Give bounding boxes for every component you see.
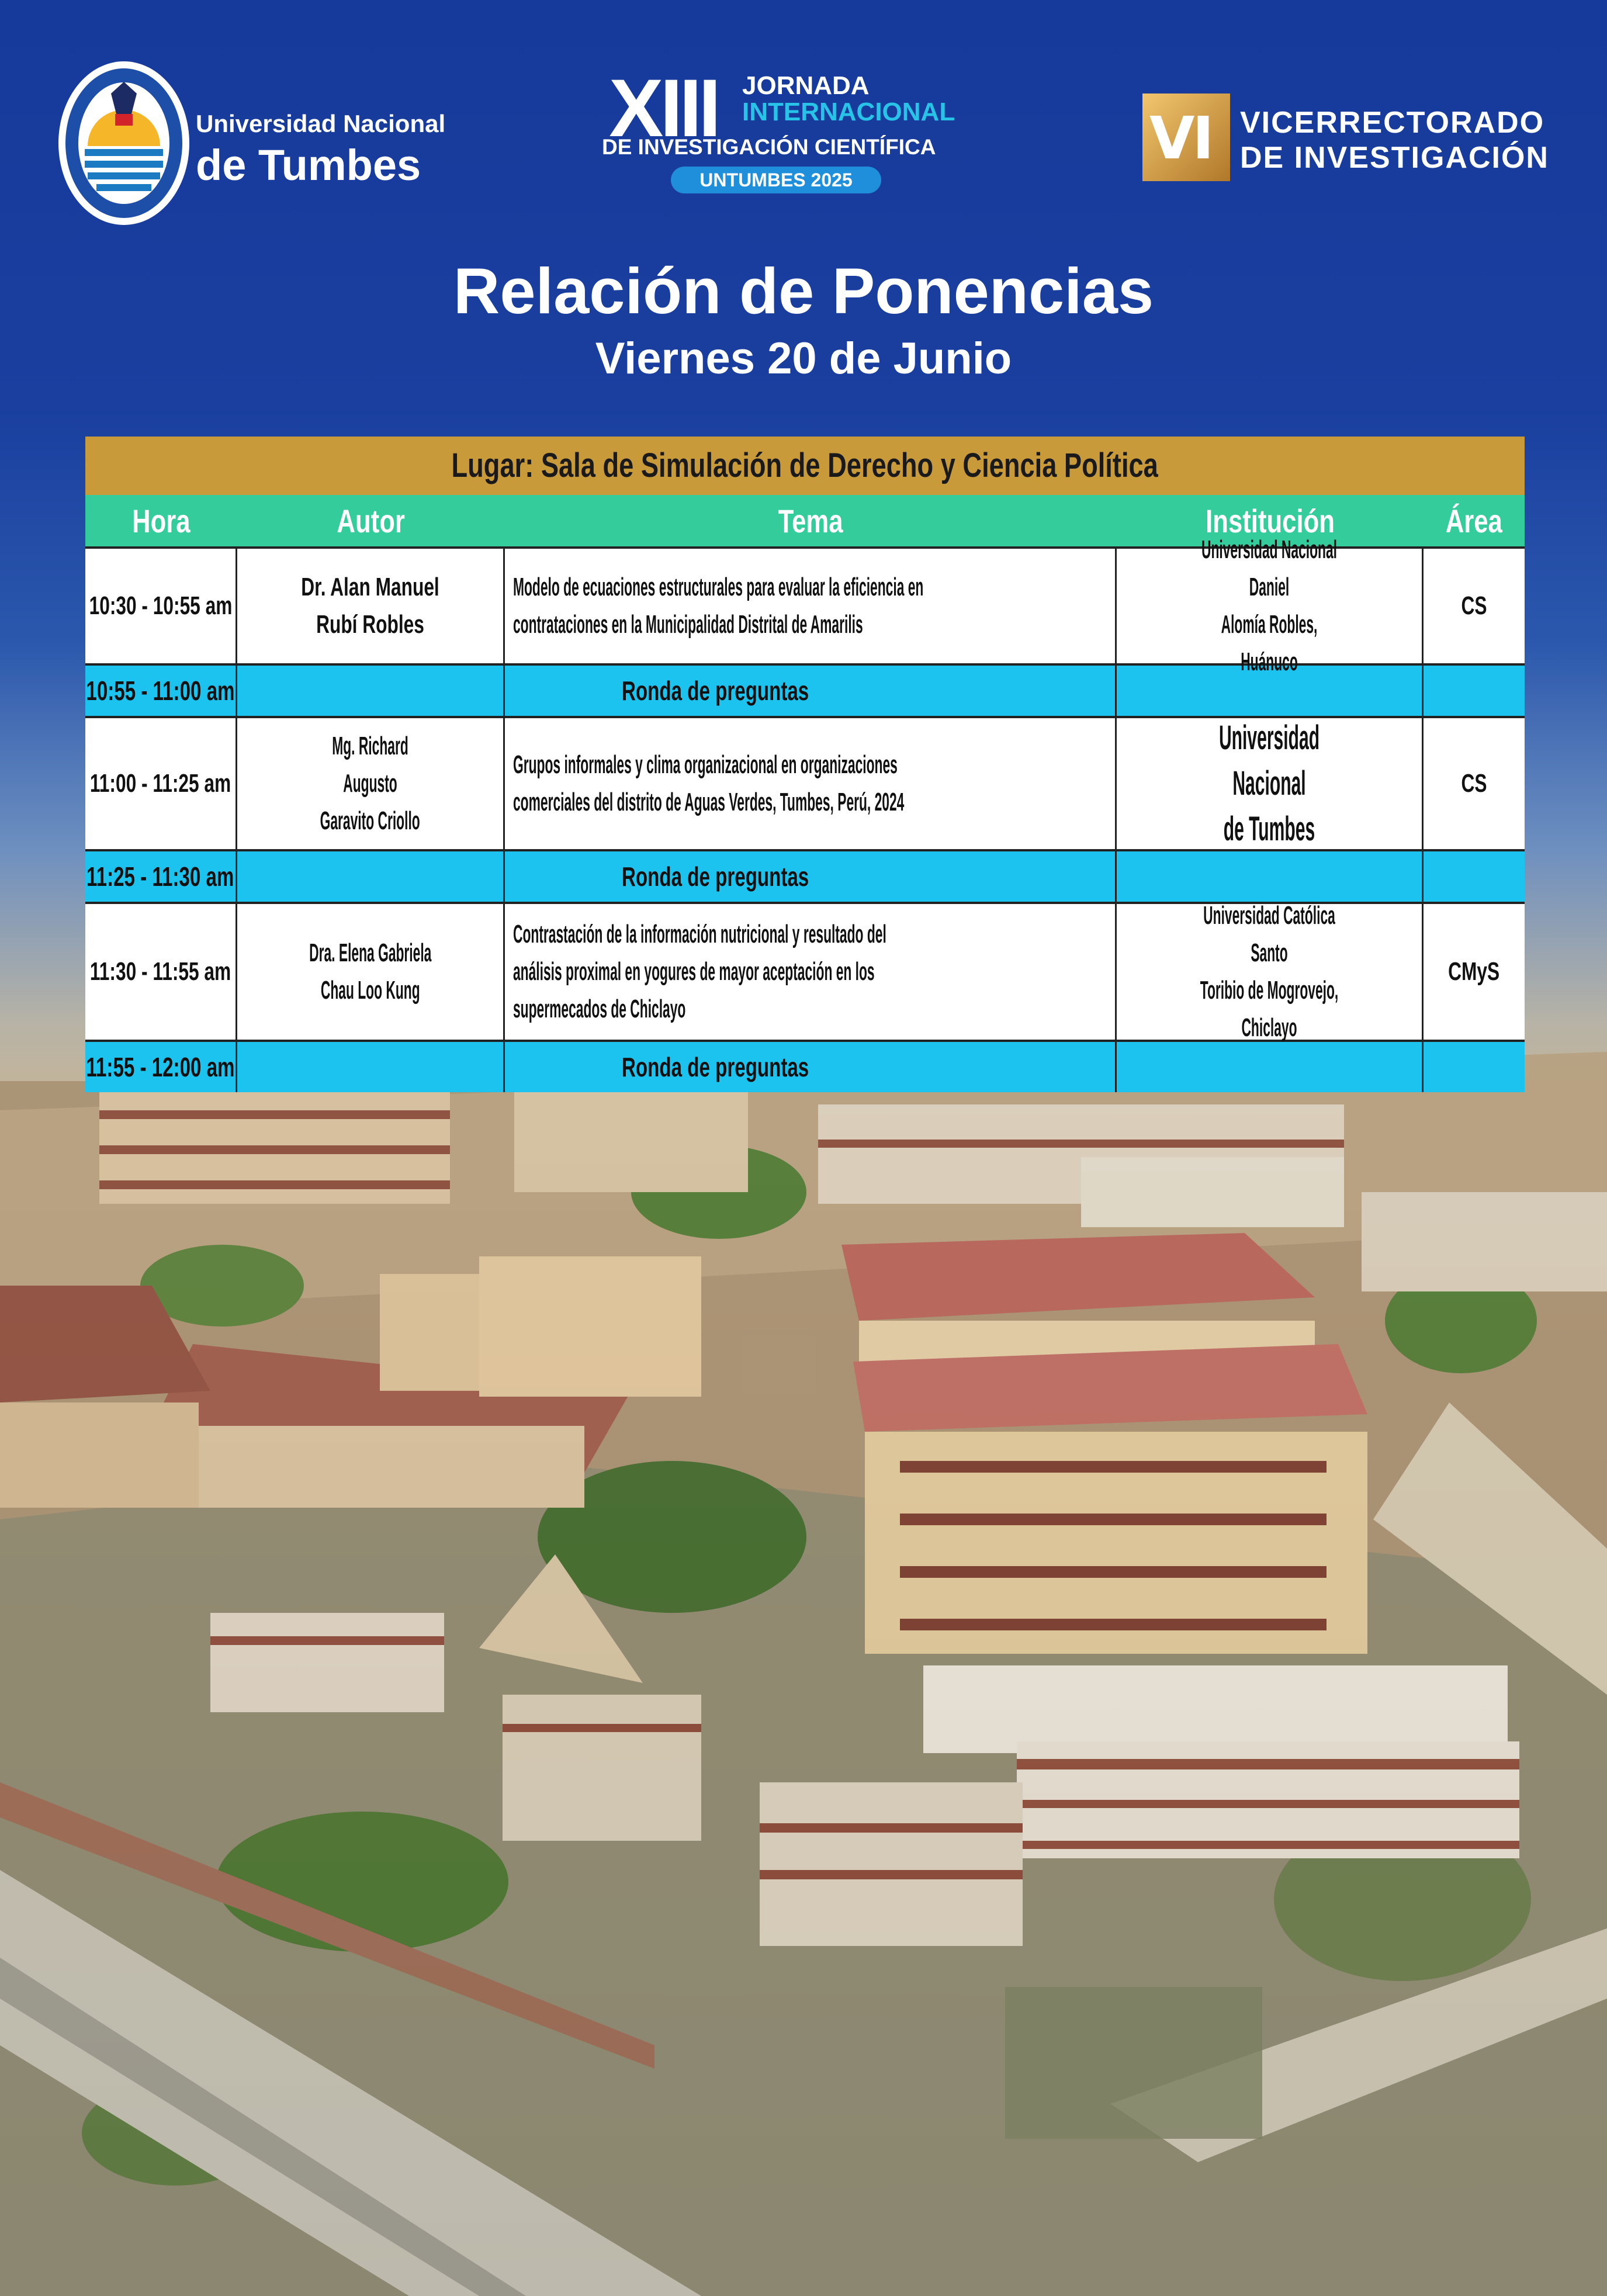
vi-line2: DE INVESTIGACIÓN [1240, 141, 1549, 175]
cell-area-empty [1424, 1042, 1525, 1092]
jornada-line2: INTERNACIONAL [742, 98, 955, 126]
cell-ronda: Ronda de preguntas [505, 666, 1117, 716]
cell-area-empty [1424, 851, 1525, 902]
table-row [85, 716, 1525, 849]
unt-name-line2: de Tumbes [196, 141, 421, 189]
cell-autor: Dr. Alan Manuel Rubí Robles [237, 549, 505, 663]
cell-autor: Dra. Elena Gabriela Chau Loo Kung [237, 904, 505, 1040]
unt-seal-icon [56, 58, 193, 228]
header-tema: Tema [778, 502, 843, 539]
cell-hora: 10:30 - 10:55 am [85, 549, 237, 663]
cell-autor: Mg. Richard Augusto Garavito Criollo [237, 718, 505, 849]
vi-mark-icon: VI [1142, 93, 1230, 181]
vicerrectorado-logo [1142, 93, 1551, 181]
jornada-badge: UNTUMBES 2025 [671, 167, 881, 193]
cell-tema: Grupos informales y clima organizacional en organizaciones comerciales del distrito de Aguas Verdes, Tumbes, Perú, 2024 [505, 718, 1117, 849]
cell-ronda: Ronda de preguntas [505, 1042, 1117, 1092]
cell-tema: Modelo de ecuaciones estructurales para evaluar la eficiencia en contrataciones en la Municipalidad Distrital de Amarilis [505, 549, 1117, 663]
cell-hora: 11:30 - 11:55 am [85, 904, 237, 1040]
cell-hora: 11:00 - 11:25 am [85, 718, 237, 849]
unt-logo [56, 58, 465, 228]
cell-institucion-empty [1117, 851, 1424, 902]
jornada-number: XIII [609, 62, 718, 154]
header-area: Área [1445, 502, 1503, 539]
table-row-ronda [85, 849, 1525, 902]
header-autor: Autor [337, 502, 406, 539]
cell-institucion-empty [1117, 1042, 1424, 1092]
cell-institucion: Universidad Nacional Daniel Alomía Robles, Huánuco [1117, 549, 1424, 663]
cell-tema: Contrastación de la información nutricional y resultado del análisis proximal en yogures de mayor aceptación en los supermecados de Chiclayo [505, 904, 1117, 1040]
jornada-line1: JORNADA [742, 71, 870, 100]
jornada-line3: DE INVESTIGACIÓN CIENTÍFICA [602, 135, 936, 159]
jornada-logo [602, 62, 982, 202]
schedule-table [85, 437, 1525, 1092]
table-row [85, 535, 1525, 676]
cell-hora: 11:55 - 12:00 am [85, 1042, 237, 1092]
cell-hora: 11:25 - 11:30 am [85, 851, 237, 902]
cell-autor-empty [237, 851, 505, 902]
header-institucion: Institución [1206, 502, 1335, 539]
cell-institucion: Universidad Nacional de Tumbes [1117, 718, 1424, 849]
page-title: Relación de Ponencias [453, 255, 1154, 327]
cell-ronda: Ronda de preguntas [505, 851, 1117, 902]
unt-name-line1: Universidad Nacional [196, 110, 446, 137]
cell-area: CS [1461, 591, 1487, 620]
vi-line1: VICERRECTORADO [1240, 106, 1545, 140]
header-hora: Hora [132, 502, 191, 539]
cell-autor-empty [237, 666, 505, 716]
table-location-banner: Lugar: Sala de Simulación de Derecho y Ciencia Política [85, 437, 1525, 495]
cell-autor-empty [237, 1042, 505, 1092]
cell-hora: 10:55 - 11:00 am [85, 666, 237, 716]
table-row [85, 902, 1525, 1040]
page-subtitle: Viernes 20 de Junio [595, 334, 1012, 383]
cell-area: CS [1461, 769, 1487, 798]
cell-area: CMyS [1448, 957, 1500, 986]
table-row-ronda [85, 1040, 1525, 1092]
cell-area-empty [1424, 666, 1525, 716]
cell-institucion: Universidad Católica Santo Toribio de Mogrovejo, Chiclayo [1117, 904, 1424, 1040]
